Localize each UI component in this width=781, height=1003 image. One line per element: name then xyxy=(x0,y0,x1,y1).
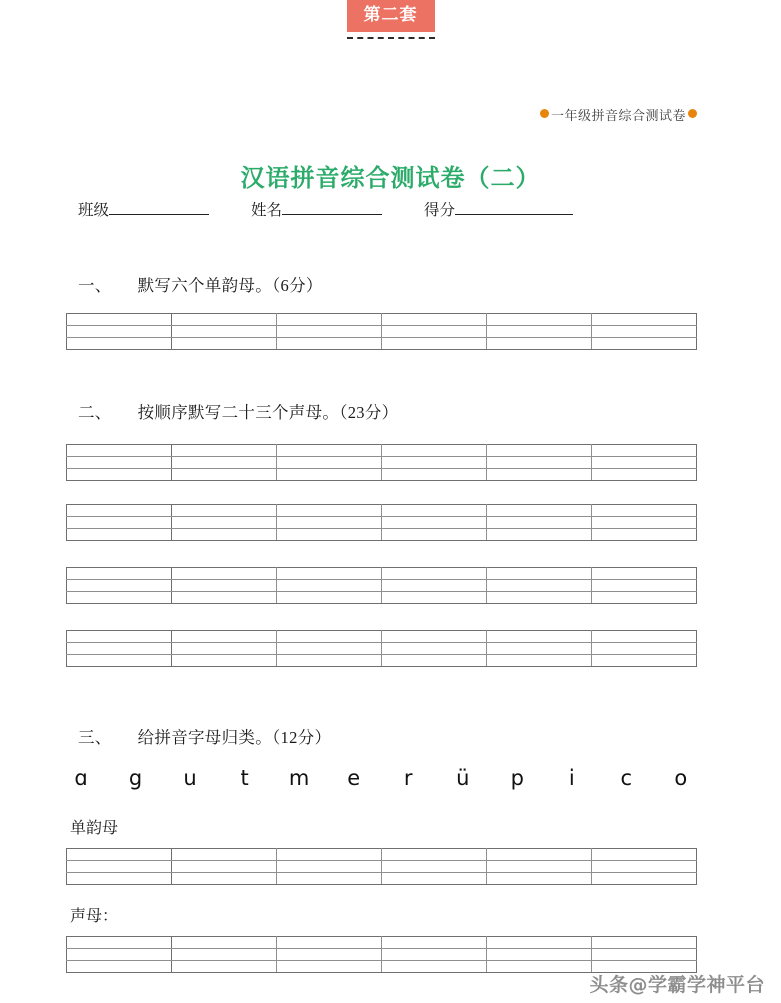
grid-cell[interactable] xyxy=(382,861,487,873)
grid-cell[interactable] xyxy=(172,326,277,338)
grid-cell[interactable] xyxy=(277,937,382,949)
table-row xyxy=(67,529,697,541)
grid-cell[interactable] xyxy=(67,580,172,592)
table-row xyxy=(67,631,697,643)
question-3-text: 给拼音字母归类。（12分） xyxy=(137,728,332,747)
table-row xyxy=(67,937,697,949)
table-row xyxy=(67,568,697,580)
grid-cell[interactable] xyxy=(67,338,172,350)
grid-cell[interactable] xyxy=(592,849,697,861)
grid-cell[interactable] xyxy=(487,580,592,592)
grid-cell[interactable] xyxy=(277,655,382,667)
question-2-text: 按顺序默写二十三个声母。（23分） xyxy=(137,403,399,422)
grid-cell[interactable] xyxy=(172,861,277,873)
grid-cell[interactable] xyxy=(277,517,382,529)
table-row xyxy=(67,643,697,655)
table-row xyxy=(67,457,697,469)
grid-cell[interactable] xyxy=(487,592,592,604)
grid-cell[interactable] xyxy=(592,937,697,949)
pinyin-letter: o xyxy=(674,766,688,790)
table-row xyxy=(67,873,697,885)
grid-cell[interactable] xyxy=(67,592,172,604)
grid-cell[interactable] xyxy=(592,631,697,643)
grid-cell[interactable] xyxy=(487,631,592,643)
grid-cell[interactable] xyxy=(487,469,592,481)
grid-cell[interactable] xyxy=(487,643,592,655)
grid-cell[interactable] xyxy=(592,568,697,580)
question-1-text: 默写六个单韵母。（6分） xyxy=(137,276,323,295)
grid-cell[interactable] xyxy=(67,849,172,861)
grid-cell[interactable] xyxy=(487,517,592,529)
pinyin-letter: e xyxy=(347,766,361,790)
grid-cell[interactable] xyxy=(592,469,697,481)
grid-cell[interactable] xyxy=(172,517,277,529)
grid-cell[interactable] xyxy=(382,949,487,961)
grid-cell[interactable] xyxy=(172,873,277,885)
grid-cell[interactable] xyxy=(67,505,172,517)
table-row xyxy=(67,338,697,350)
grid-cell[interactable] xyxy=(592,655,697,667)
score-label: 得分 xyxy=(424,202,456,219)
pinyin-letters-row xyxy=(70,766,692,790)
table-row xyxy=(67,445,697,457)
grid-cell[interactable] xyxy=(382,445,487,457)
grid-cell[interactable] xyxy=(592,445,697,457)
pinyin-letter: ɑ xyxy=(74,766,88,790)
grid-cell[interactable] xyxy=(382,937,487,949)
grid-cell[interactable] xyxy=(277,326,382,338)
grid-cell[interactable] xyxy=(277,469,382,481)
grid-cell[interactable] xyxy=(487,445,592,457)
answer-grid-initials[interactable] xyxy=(66,936,697,973)
grid-cell[interactable] xyxy=(277,873,382,885)
watermark: 头条@学霸学神平台 xyxy=(589,974,765,996)
pinyin-letter: ü xyxy=(456,766,470,790)
grid-cell[interactable] xyxy=(277,338,382,350)
table-row xyxy=(67,655,697,667)
grid-cell[interactable] xyxy=(382,469,487,481)
grid-cell[interactable] xyxy=(172,949,277,961)
grid-cell[interactable] xyxy=(592,861,697,873)
grid-cell[interactable] xyxy=(277,631,382,643)
grid-cell[interactable] xyxy=(382,326,487,338)
grid-cell[interactable] xyxy=(382,457,487,469)
grid-cell[interactable] xyxy=(487,529,592,541)
grid-cell[interactable] xyxy=(382,517,487,529)
grid-cell[interactable] xyxy=(382,505,487,517)
pinyin-letter: p xyxy=(510,766,524,790)
name-blank[interactable] xyxy=(282,199,382,215)
table-row xyxy=(67,517,697,529)
table-row xyxy=(67,326,697,338)
student-info-line xyxy=(78,198,708,220)
table-row xyxy=(67,505,697,517)
pinyin-letter: c xyxy=(620,766,633,790)
grid-cell[interactable] xyxy=(487,861,592,873)
grid-cell[interactable] xyxy=(172,314,277,326)
grid-cell[interactable] xyxy=(172,655,277,667)
grid-cell[interactable] xyxy=(382,631,487,643)
grid-cell[interactable] xyxy=(592,643,697,655)
question-2-number: 二、 xyxy=(78,403,112,422)
grid-cell[interactable] xyxy=(67,568,172,580)
bullet-dot-left-icon xyxy=(540,109,549,118)
table-row xyxy=(67,469,697,481)
grid-cell[interactable] xyxy=(172,445,277,457)
grid-cell[interactable] xyxy=(67,314,172,326)
grid-cell[interactable] xyxy=(172,937,277,949)
question-1-heading xyxy=(78,272,323,296)
score-blank[interactable] xyxy=(455,199,573,215)
grid-cell[interactable] xyxy=(277,949,382,961)
question-2-heading xyxy=(78,399,398,423)
grid-cell[interactable] xyxy=(487,937,592,949)
class-blank[interactable] xyxy=(109,199,209,215)
pinyin-letter: r xyxy=(403,766,413,790)
grid-cell[interactable] xyxy=(277,505,382,517)
grid-cell[interactable] xyxy=(172,631,277,643)
grid-cell[interactable] xyxy=(277,580,382,592)
answer-grid-q2-3[interactable] xyxy=(66,567,697,604)
answer-grid-q2-1[interactable] xyxy=(66,444,697,481)
pinyin-letter: m xyxy=(288,766,310,790)
question-3-number: 三、 xyxy=(78,728,112,747)
grid-cell[interactable] xyxy=(487,655,592,667)
grid-cell[interactable] xyxy=(172,961,277,973)
grid-cell[interactable] xyxy=(67,517,172,529)
grid-cell[interactable] xyxy=(382,580,487,592)
grid-cell[interactable] xyxy=(487,568,592,580)
grid-cell[interactable] xyxy=(382,655,487,667)
badge-container xyxy=(0,0,781,39)
table-row xyxy=(67,314,697,326)
grid-cell[interactable] xyxy=(172,849,277,861)
grid-cell[interactable] xyxy=(67,949,172,961)
grid-cell[interactable] xyxy=(592,529,697,541)
grid-cell[interactable] xyxy=(67,529,172,541)
grid-cell[interactable] xyxy=(277,861,382,873)
grid-cell[interactable] xyxy=(172,592,277,604)
grid-cell[interactable] xyxy=(67,961,172,973)
grid-cell[interactable] xyxy=(592,338,697,350)
table-row xyxy=(67,592,697,604)
grid-cell[interactable] xyxy=(592,457,697,469)
grid-cell[interactable] xyxy=(67,326,172,338)
grid-cell[interactable] xyxy=(67,655,172,667)
grid-cell[interactable] xyxy=(487,314,592,326)
grid-cell[interactable] xyxy=(487,338,592,350)
pinyin-letter: i xyxy=(568,766,575,790)
question-1-number: 一、 xyxy=(78,276,112,295)
grid-cell[interactable] xyxy=(382,338,487,350)
grid-cell[interactable] xyxy=(592,505,697,517)
grid-cell[interactable] xyxy=(592,580,697,592)
running-header xyxy=(540,105,697,124)
answer-grid-q2-2[interactable] xyxy=(66,504,697,541)
grid-cell[interactable] xyxy=(172,469,277,481)
grid-cell[interactable] xyxy=(487,457,592,469)
grid-cell[interactable] xyxy=(382,961,487,973)
grid-cell[interactable] xyxy=(592,949,697,961)
grid-cell[interactable] xyxy=(277,445,382,457)
grid-cell[interactable] xyxy=(487,849,592,861)
grid-cell[interactable] xyxy=(592,314,697,326)
grid-cell[interactable] xyxy=(382,529,487,541)
grid-cell[interactable] xyxy=(172,568,277,580)
grid-cell[interactable] xyxy=(172,505,277,517)
grid-cell[interactable] xyxy=(277,529,382,541)
table-row xyxy=(67,580,697,592)
grid-cell[interactable] xyxy=(67,631,172,643)
grid-cell[interactable] xyxy=(172,338,277,350)
grid-cell[interactable] xyxy=(277,457,382,469)
grid-cell[interactable] xyxy=(67,457,172,469)
grid-cell[interactable] xyxy=(277,592,382,604)
grid-cell[interactable] xyxy=(487,961,592,973)
running-header-text: 一年级拼音综合测试卷 xyxy=(550,108,686,123)
name-label: 姓名 xyxy=(251,202,283,219)
grid-cell[interactable] xyxy=(67,445,172,457)
initials-label: 声母： xyxy=(70,908,119,925)
grid-cell[interactable] xyxy=(67,873,172,885)
grid-cell[interactable] xyxy=(487,873,592,885)
answer-grid-q1-1[interactable] xyxy=(66,313,697,350)
grid-cell[interactable] xyxy=(172,529,277,541)
grid-cell[interactable] xyxy=(382,314,487,326)
grid-cell[interactable] xyxy=(277,568,382,580)
answer-grid-single-finals[interactable] xyxy=(66,848,697,885)
table-row xyxy=(67,861,697,873)
grid-cell[interactable] xyxy=(277,849,382,861)
grid-cell[interactable] xyxy=(487,326,592,338)
grid-cell[interactable] xyxy=(172,457,277,469)
set-number-badge: 第二套 xyxy=(347,0,435,32)
table-row xyxy=(67,949,697,961)
grid-cell[interactable] xyxy=(487,949,592,961)
class-label: 班级 xyxy=(78,202,110,219)
grid-cell[interactable] xyxy=(592,326,697,338)
grid-cell[interactable] xyxy=(382,643,487,655)
pinyin-letter: t xyxy=(240,766,249,790)
grid-cell[interactable] xyxy=(592,592,697,604)
pinyin-letter: u xyxy=(183,766,197,790)
grid-cell[interactable] xyxy=(67,469,172,481)
grid-cell[interactable] xyxy=(592,873,697,885)
question-3-heading xyxy=(78,724,331,748)
single-finals-label: 单韵母 xyxy=(70,820,119,837)
grid-cell[interactable] xyxy=(67,937,172,949)
answer-grid-q2-4[interactable] xyxy=(66,630,697,667)
grid-cell[interactable] xyxy=(172,580,277,592)
grid-cell[interactable] xyxy=(382,849,487,861)
grid-cell[interactable] xyxy=(382,592,487,604)
grid-cell[interactable] xyxy=(487,505,592,517)
grid-cell[interactable] xyxy=(382,568,487,580)
table-row xyxy=(67,849,697,861)
pinyin-letter: g xyxy=(128,766,143,790)
grid-cell[interactable] xyxy=(172,643,277,655)
grid-cell[interactable] xyxy=(277,643,382,655)
grid-cell[interactable] xyxy=(67,861,172,873)
grid-cell[interactable] xyxy=(67,643,172,655)
page-title: 汉语拼音综合测试卷（二） xyxy=(240,166,541,192)
grid-cell[interactable] xyxy=(277,314,382,326)
grid-cell[interactable] xyxy=(592,517,697,529)
grid-cell[interactable] xyxy=(382,873,487,885)
badge-dashed-divider xyxy=(347,37,435,39)
bullet-dot-right-icon xyxy=(688,109,697,118)
grid-cell[interactable] xyxy=(277,961,382,973)
